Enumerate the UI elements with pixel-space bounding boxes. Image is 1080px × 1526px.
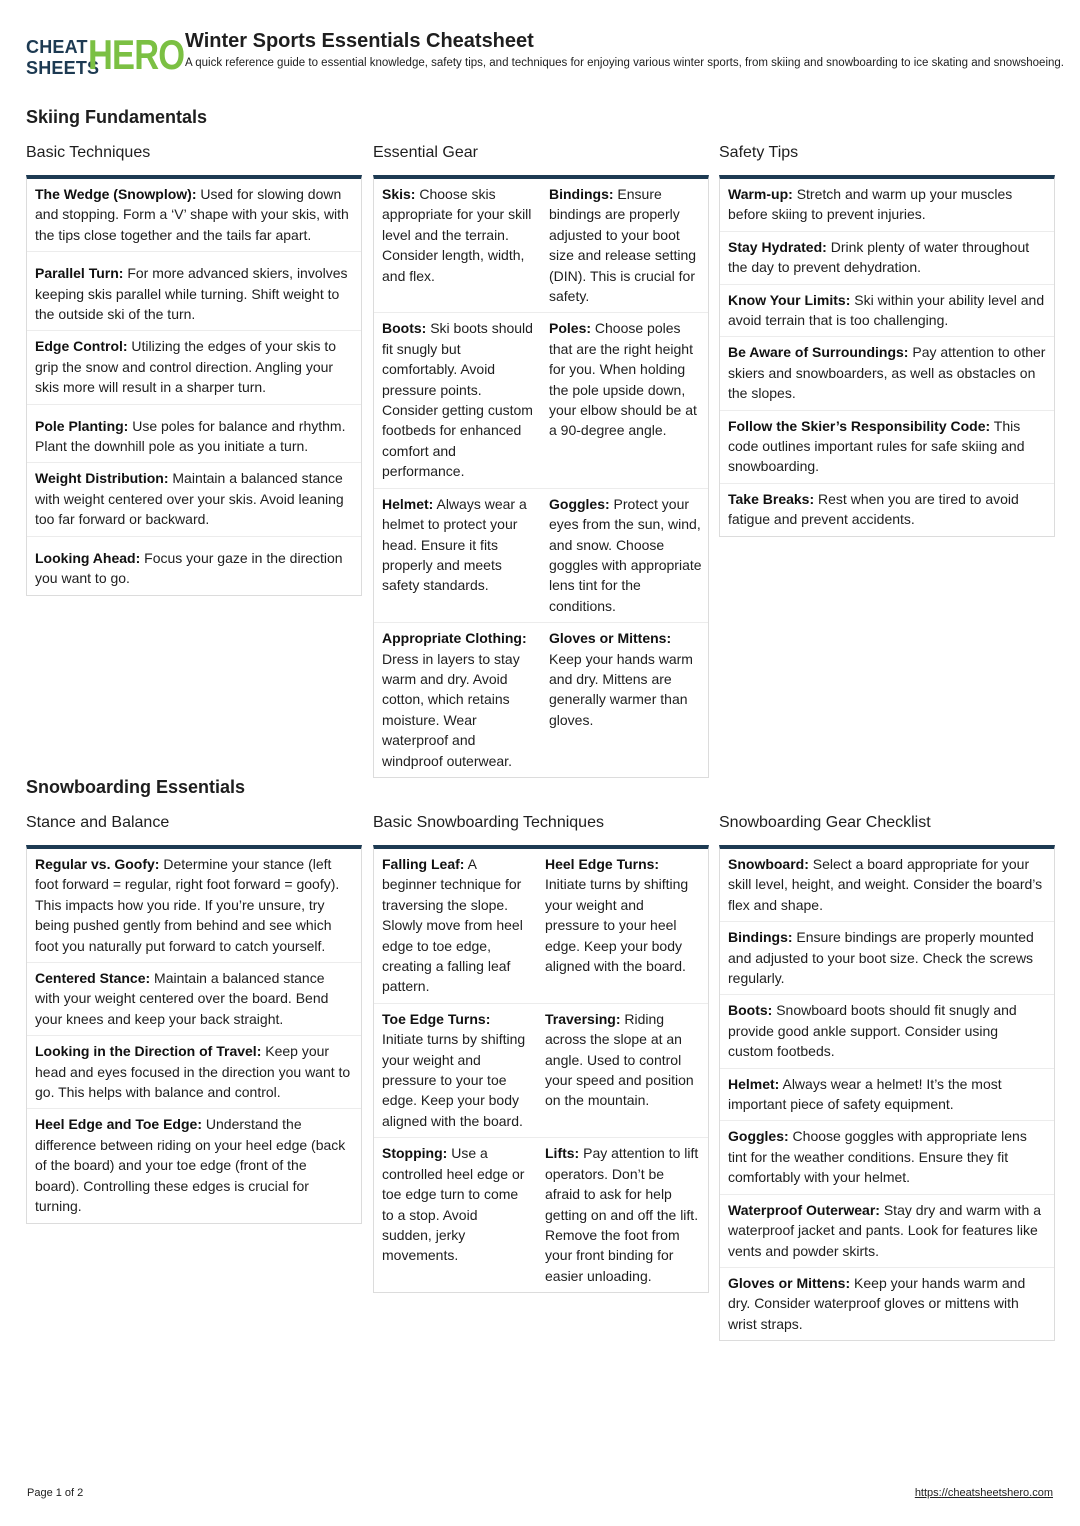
grid-item: Falling Leaf: A beginner technique for traversing the slope. Slowly move from heel edge to toe edge, creating a falling leaf pattern. (374, 849, 537, 1004)
section-title-snowboarding: Snowboarding Essentials (26, 777, 246, 797)
column-title: Safety Tips (719, 144, 799, 161)
grid-item: Toe Edge Turns: Initiate turns by shifting your weight and pressure to your toe edge. Keep your body aligned with the board. (374, 1004, 537, 1138)
card-stance-balance (26, 845, 362, 1224)
site-link[interactable]: https://cheatsheetshero.com (914, 1487, 1053, 1499)
grid-item: Heel Edge Turns: Initiate turns by shifting your weight and pressure to your heel edge. Keep your body aligned with the board. (537, 849, 708, 1004)
column-title: Essential Gear (373, 144, 478, 161)
list-item: Parallel Turn: For more advanced skiers, involves keeping skis parallel while turning. Shift weight to the outside ski of the turn. (27, 252, 361, 331)
section-title-skiing: Skiing Fundamentals (26, 107, 208, 127)
card-safety-tips (719, 175, 1055, 537)
logo-text-cheat: CHEAT (26, 37, 88, 57)
header (26, 30, 1064, 90)
cheatsheetshero-logo[interactable] (26, 31, 185, 80)
grid-item: Bindings: Ensure bindings are properly adjusted to your boot size and release setting (DIN). This is crucial for safety. (541, 179, 708, 313)
column-essential-gear (373, 143, 709, 778)
list-item: Waterproof Outerwear: Stay dry and warm with a waterproof jacket and pants. Look for features like vents and powder skirts. (720, 1195, 1054, 1268)
column-snowboarding-techniques (373, 813, 709, 1293)
list-item: Warm-up: Stretch and warm up your muscles before skiing to prevent injuries. (720, 179, 1054, 232)
list-item: Weight Distribution: Maintain a balanced stance with weight centered over your skis. Avoid leaning too far forward or backward. (27, 463, 361, 536)
list-item: Goggles: Choose goggles with appropriate lens tint for the weather conditions. Ensure they fit comfortably with your helmet. (720, 1121, 1054, 1194)
page-title: Winter Sports Essentials Cheatsheet (185, 30, 534, 52)
list-item: Looking Ahead: Focus your gaze in the direction you want to go. (35, 549, 343, 587)
list-item: Snowboard: Select a board appropriate for your skill level, height, and weight. Consider the board’s flex and shape. (720, 849, 1054, 922)
column-basic-techniques (26, 143, 362, 596)
logo-text-hero: HERO (88, 31, 185, 78)
column-stance-balance (26, 813, 362, 1224)
list-item: Take Breaks: Rest when you are tired to avoid fatigue and prevent accidents. (728, 490, 1019, 528)
card-essential-gear (373, 175, 709, 778)
list-item: Stay Hydrated: Drink plenty of water throughout the day to prevent dehydration. (720, 232, 1054, 285)
grid-item: Gloves or Mittens: Keep your hands warm and dry. Mittens are generally warmer than gloves. (549, 630, 693, 728)
list-item: Boots: Snowboard boots should fit snugly and provide good ankle support. Consider using custom footbeds. (720, 995, 1054, 1068)
list-item: Heel Edge and Toe Edge: Understand the difference between riding on your heel edge (back of the board) and your toe edge (front of the board). Controlling these edges is crucial for turning. (35, 1116, 346, 1215)
list-item: Regular vs. Goofy: Determine your stance (left foot forward = regular, right foot forward = goofy). This impacts how you ride. If you’re unsure, try being pushed gently from behind and see which foot you naturally put forward to catch yourself. (27, 849, 361, 963)
grid-item: Helmet: Always wear a helmet to protect your head. Ensure it fits properly and meets safety standards. (374, 489, 541, 623)
column-title: Basic Snowboarding Techniques (373, 814, 604, 831)
column-title: Basic Techniques (26, 144, 151, 161)
column-title: Snowboarding Gear Checklist (719, 814, 931, 831)
page-subtitle: A quick reference guide to essential knowledge, safety tips, and techniques for enjoying various winter sports, from skiing and snowboarding to ice skating and snowshoeing. (185, 57, 1064, 69)
column-title: Stance and Balance (26, 814, 170, 831)
list-item: Centered Stance: Maintain a balanced stance with your weight centered over the board. Bend your knees and keep your back straight. (27, 963, 361, 1036)
grid-item: Traversing: Riding across the slope at an angle. Used to control your speed and position on the mountain. (537, 1004, 708, 1138)
list-item: Gloves or Mittens: Keep your hands warm and dry. Consider waterproof gloves or mittens with wrist straps. (728, 1274, 1026, 1332)
list-item: Follow the Skier’s Responsibility Code: This code outlines important rules for safe skiing and snowboarding. (720, 411, 1054, 484)
grid-item: Skis: Choose skis appropriate for your skill level and the terrain. Consider length, width, and flex. (374, 179, 541, 313)
page-number: Page 1 of 2 (27, 1487, 84, 1499)
card-basic-techniques (26, 175, 362, 596)
list-item: Know Your Limits: Ski within your ability level and avoid terrain that is too challenging. (720, 285, 1054, 338)
grid-item: Boots: Ski boots should fit snugly but comfortably. Avoid pressure points. Consider getting custom footbeds for enhanced comfort and performance. (374, 313, 541, 488)
card-gear-checklist (719, 845, 1055, 1341)
list-item: Looking in the Direction of Travel: Keep your head and eyes focused in the direction you want to go. This helps with balance and control. (27, 1036, 361, 1109)
logo-text-sheets: SHEETS (26, 58, 100, 78)
grid-item: Appropriate Clothing: Dress in layers to stay warm and dry. Avoid cotton, which retains moisture. Wear waterproof and windproof outerwear. (382, 630, 527, 769)
list-item: The Wedge (Snowplow): Used for slowing down and stopping. Form a ‘V’ shape with your skis, with the tips close together and the tails far apart. (27, 179, 361, 252)
grid-item: Poles: Choose poles that are the right height for you. When holding the pole upside down, your elbow should be at a 90-degree angle. (541, 313, 708, 488)
grid-item: Goggles: Protect your eyes from the sun, wind, and snow. Choose goggles with appropriate lens tint for the conditions. (541, 489, 708, 623)
list-item: Pole Planting: Use poles for balance and rhythm. Plant the downhill pole as you initiate a turn. (27, 405, 361, 464)
grid-item: Lifts: Pay attention to lift operators. Don’t be afraid to ask for help getting on and off the lift. Remove the foot from your front binding for easier unloading. (545, 1145, 699, 1284)
card-snowboarding-techniques (373, 845, 709, 1293)
list-item: Edge Control: Utilizing the edges of your skis to grip the snow and control direction. Angling your skis more will result in a sharper turn. (27, 331, 361, 404)
column-safety-tips (719, 143, 1055, 537)
list-item: Be Aware of Surroundings: Pay attention to other skiers and snowboarders, as well as obstacles on the slopes. (720, 337, 1054, 410)
list-item: Bindings: Ensure bindings are properly mounted and adjusted to your boot size. Check the screws regularly. (720, 922, 1054, 995)
grid-item: Stopping: Use a controlled heel edge or toe edge turn to come to a stop. Avoid sudden, jerky movements. (382, 1145, 525, 1264)
column-gear-checklist (719, 813, 1055, 1341)
list-item: Helmet: Always wear a helmet! It’s the most important piece of safety equipment. (720, 1069, 1054, 1122)
